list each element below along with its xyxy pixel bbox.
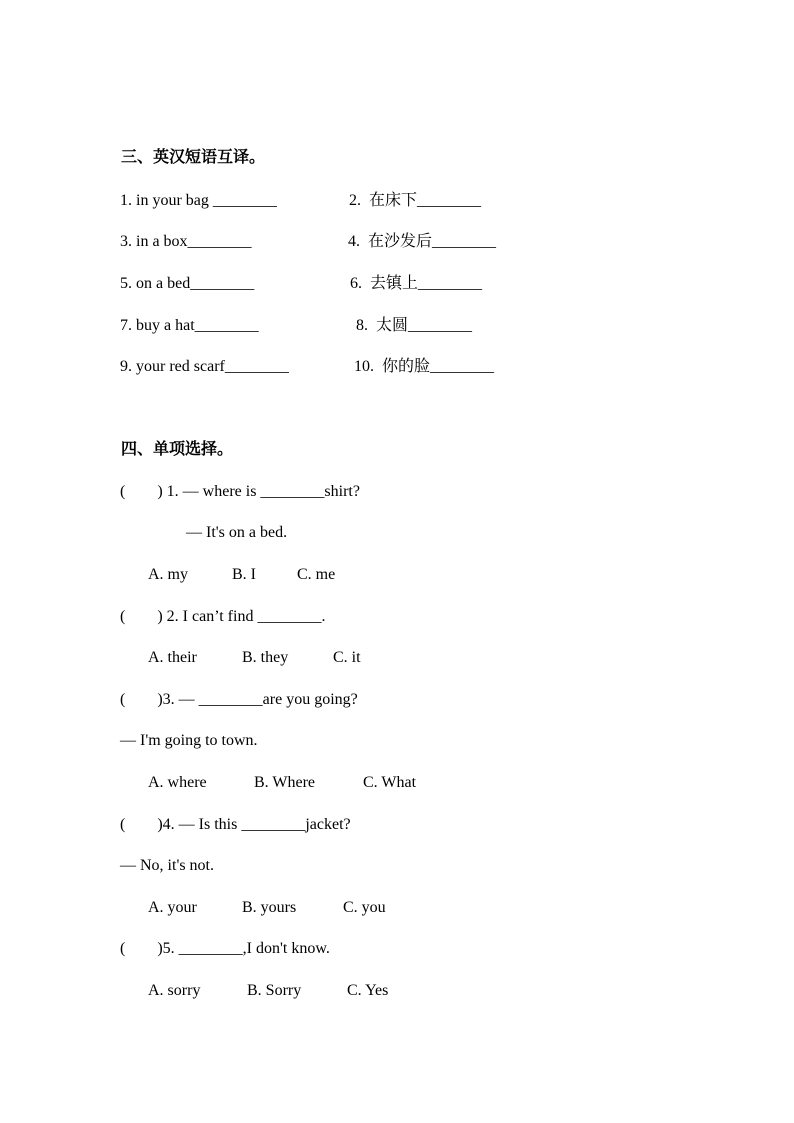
question-2-option-b: B. they	[242, 649, 289, 666]
question-2-option-a: A. their	[148, 649, 197, 666]
question-4-option-c: C. you	[343, 899, 386, 916]
question-2-stem: ( ) 2. I can’t find ________.	[120, 608, 326, 625]
translation-item-4: 4. 在沙发后________	[348, 233, 497, 250]
translation-item-9: 9. your red scarf________	[120, 358, 289, 375]
translation-item-3: 3. in a box________	[120, 233, 252, 250]
question-3-option-c: C. What	[363, 774, 417, 791]
question-4-answer-line: — No, it's not.	[120, 857, 214, 874]
question-4-option-b: B. yours	[242, 899, 297, 916]
question-1-option-c: C. me	[297, 566, 336, 583]
question-3-option-a: A. where	[148, 774, 207, 791]
translation-item-2: 2. 在床下________	[349, 192, 482, 209]
question-5-option-b: B. Sorry	[247, 982, 302, 999]
question-1-stem: ( ) 1. — where is ________shirt?	[120, 483, 360, 500]
translation-item-6: 6. 去镇上________	[350, 275, 483, 292]
question-4-stem: ( )4. — Is this ________jacket?	[120, 816, 351, 833]
question-2-option-c: C. it	[333, 649, 361, 666]
section-3-heading: 三、英汉短语互译。	[121, 149, 266, 166]
translation-item-5: 5. on a bed________	[120, 275, 255, 292]
question-5-option-a: A. sorry	[148, 982, 201, 999]
question-3-option-b: B. Where	[254, 774, 316, 791]
question-3-answer-line: — I'm going to town.	[120, 732, 258, 749]
translation-item-7: 7. buy a hat________	[120, 317, 259, 334]
translation-item-10: 10. 你的脸________	[354, 358, 495, 375]
question-3-stem: ( )3. — ________are you going?	[120, 691, 358, 708]
question-1-option-a: A. my	[148, 566, 188, 583]
translation-item-8: 8. 太圆________	[356, 317, 473, 334]
question-4-option-a: A. your	[148, 899, 197, 916]
translation-item-1: 1. in your bag ________	[120, 192, 277, 209]
question-1-answer-line: — It's on a bed.	[186, 524, 288, 541]
question-5-option-c: C. Yes	[347, 982, 389, 999]
question-5-stem: ( )5. ________,I don't know.	[120, 940, 330, 957]
question-1-option-b: B. I	[232, 566, 256, 583]
section-4-heading: 四、单项选择。	[121, 441, 234, 458]
